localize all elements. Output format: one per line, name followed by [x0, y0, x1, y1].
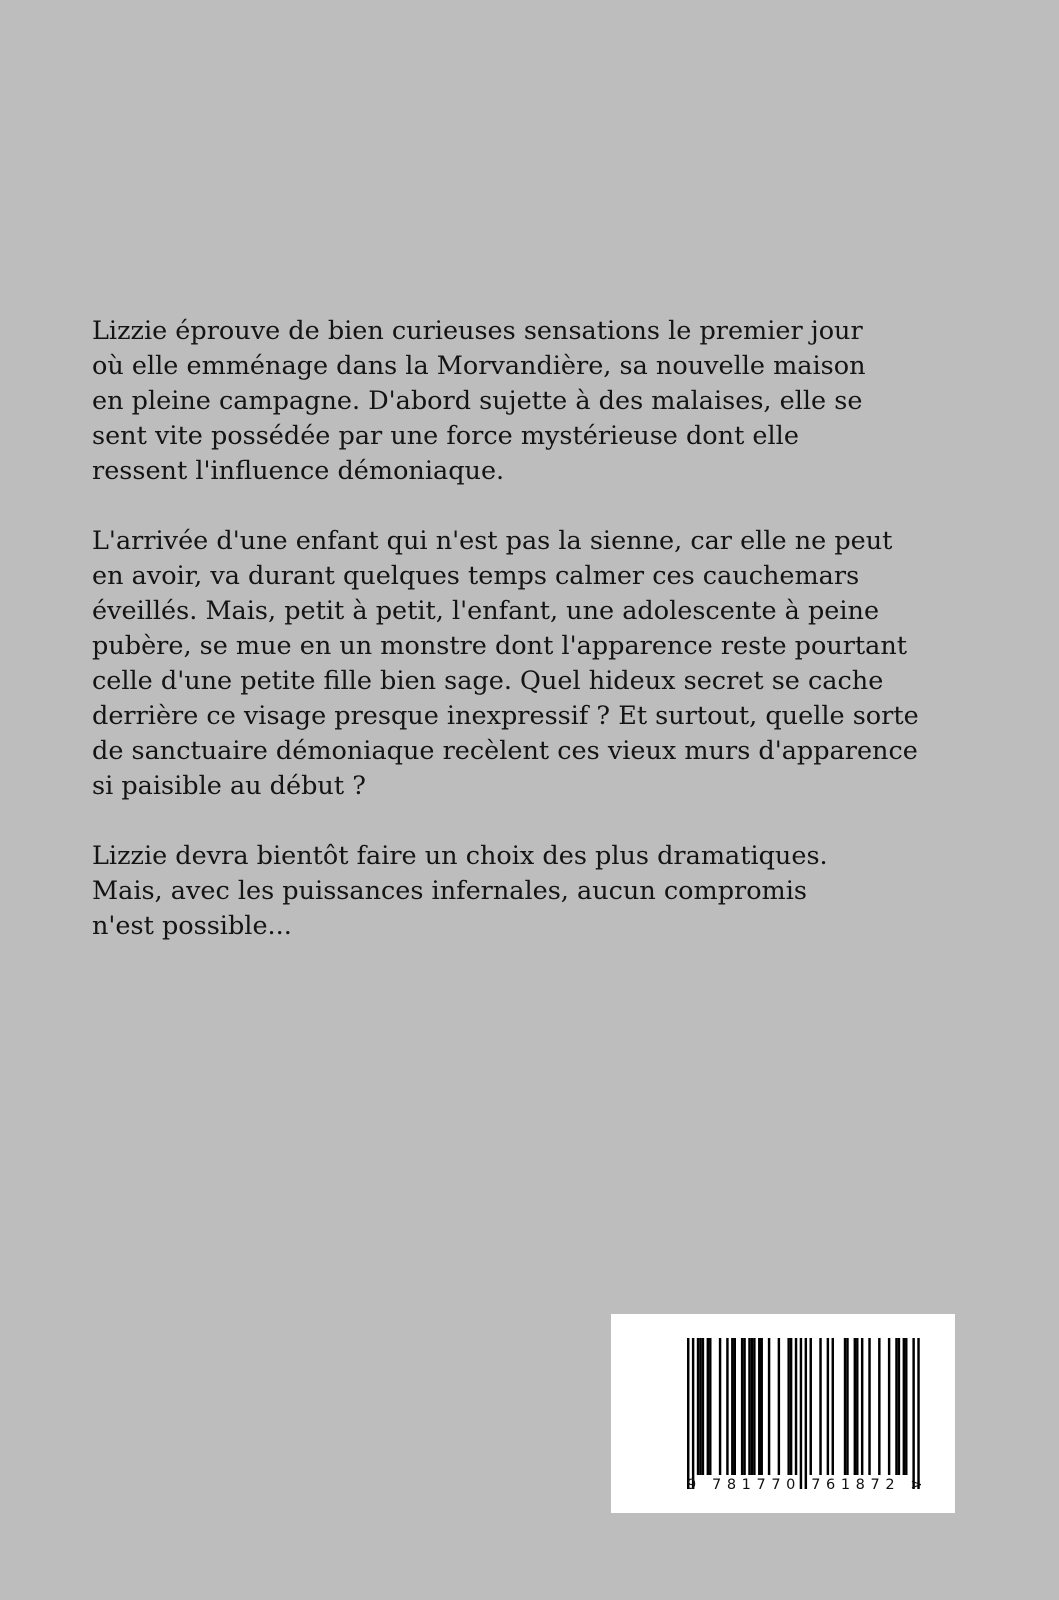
barcode-bar — [743, 1338, 745, 1475]
blurb-line: en pleine campagne. D'abord sujette à des malaises, elle se — [92, 386, 863, 416]
isbn-digits: 9 781770 761872 > — [687, 1477, 929, 1493]
barcode-bar — [751, 1338, 753, 1475]
barcode-bar — [846, 1338, 848, 1475]
barcode-bar — [731, 1338, 733, 1475]
barcode-guard-bar — [805, 1338, 807, 1489]
barcode-bar — [787, 1338, 789, 1475]
barcode-bar — [778, 1338, 780, 1475]
blurb-line: Mais, avec les puissances infernales, aucun compromis — [92, 876, 807, 906]
blurb-line: Lizzie devra bientôt faire un choix des plus dramatiques. — [92, 841, 828, 871]
barcode-bar — [878, 1338, 880, 1475]
blurb-line: ressent l'influence démoniaque. — [92, 456, 505, 486]
barcode-guard-bar — [687, 1338, 689, 1489]
barcode-bar — [905, 1338, 907, 1475]
barcode-bar — [709, 1338, 711, 1475]
blurb-line: L'arrivée d'une enfant qui n'est pas la sienne, car elle ne peut — [92, 526, 893, 556]
barcode-bar — [753, 1338, 755, 1475]
blurb-line: n'est possible... — [92, 911, 292, 941]
isbn-barcode — [611, 1314, 955, 1513]
blurb-line: pubère, se mue en un monstre dont l'apparence reste pourtant — [92, 631, 908, 661]
barcode-bar — [895, 1338, 897, 1475]
barcode-bar — [761, 1338, 763, 1475]
back-cover-blurb — [92, 314, 972, 979]
blurb-line: en avoir, va durant quelques temps calmer ces cauchemars — [92, 561, 860, 591]
blurb-line: éveillés. Mais, petit à petit, l'enfant, une adolescente à peine — [92, 596, 880, 626]
barcode-bar — [903, 1338, 905, 1475]
barcode-bar — [854, 1338, 856, 1475]
barcode-bar — [758, 1338, 760, 1475]
barcode-bar — [819, 1338, 821, 1475]
blurb-paragraph-1 — [92, 314, 972, 489]
barcode-bar — [844, 1338, 846, 1475]
barcode-bar — [699, 1338, 701, 1475]
barcode-bar — [702, 1338, 704, 1475]
barcode-bar — [810, 1338, 812, 1475]
blurb-line: de sanctuaire démoniaque recèlent ces vieux murs d'apparence — [92, 736, 918, 766]
blurb-line: sent vite possédée par une force mystérieuse dont elle — [92, 421, 799, 451]
barcode-bar — [768, 1338, 770, 1475]
barcode-bar — [832, 1338, 834, 1475]
blurb-paragraph-2 — [92, 524, 972, 804]
barcode-guard-bar — [800, 1338, 802, 1489]
barcode-bar — [868, 1338, 870, 1475]
barcode-bar — [888, 1338, 890, 1475]
barcode-bar — [856, 1338, 858, 1475]
barcode-bar — [734, 1338, 736, 1475]
blurb-line: derrière ce visage presque inexpressif ? Et surtout, quelle sorte — [92, 701, 919, 731]
barcode-bar — [707, 1338, 709, 1475]
barcode-bar — [748, 1338, 750, 1475]
blurb-line: Lizzie éprouve de bien curieuses sensations le premier jour — [92, 316, 863, 346]
barcode-bar — [795, 1338, 797, 1475]
barcode-bar — [697, 1338, 699, 1475]
barcode-bar — [719, 1338, 721, 1475]
blurb-line: où elle emménage dans la Morvandière, sa nouvelle maison — [92, 351, 866, 381]
barcode-bar — [726, 1338, 728, 1475]
blurb-paragraph-3 — [92, 839, 972, 944]
barcode-guard-bar — [912, 1338, 914, 1489]
barcode-guard-bar — [917, 1338, 919, 1489]
barcode-bar — [790, 1338, 792, 1475]
barcode-bar — [898, 1338, 900, 1475]
blurb-line: si paisible au début ? — [92, 771, 366, 801]
barcode-guard-bar — [692, 1338, 694, 1489]
barcode-bar — [827, 1338, 829, 1475]
blurb-line: celle d'une petite fille bien sage. Quel hideux secret se cache — [92, 666, 884, 696]
barcode-bar — [741, 1338, 743, 1475]
barcode-bar — [861, 1338, 863, 1475]
